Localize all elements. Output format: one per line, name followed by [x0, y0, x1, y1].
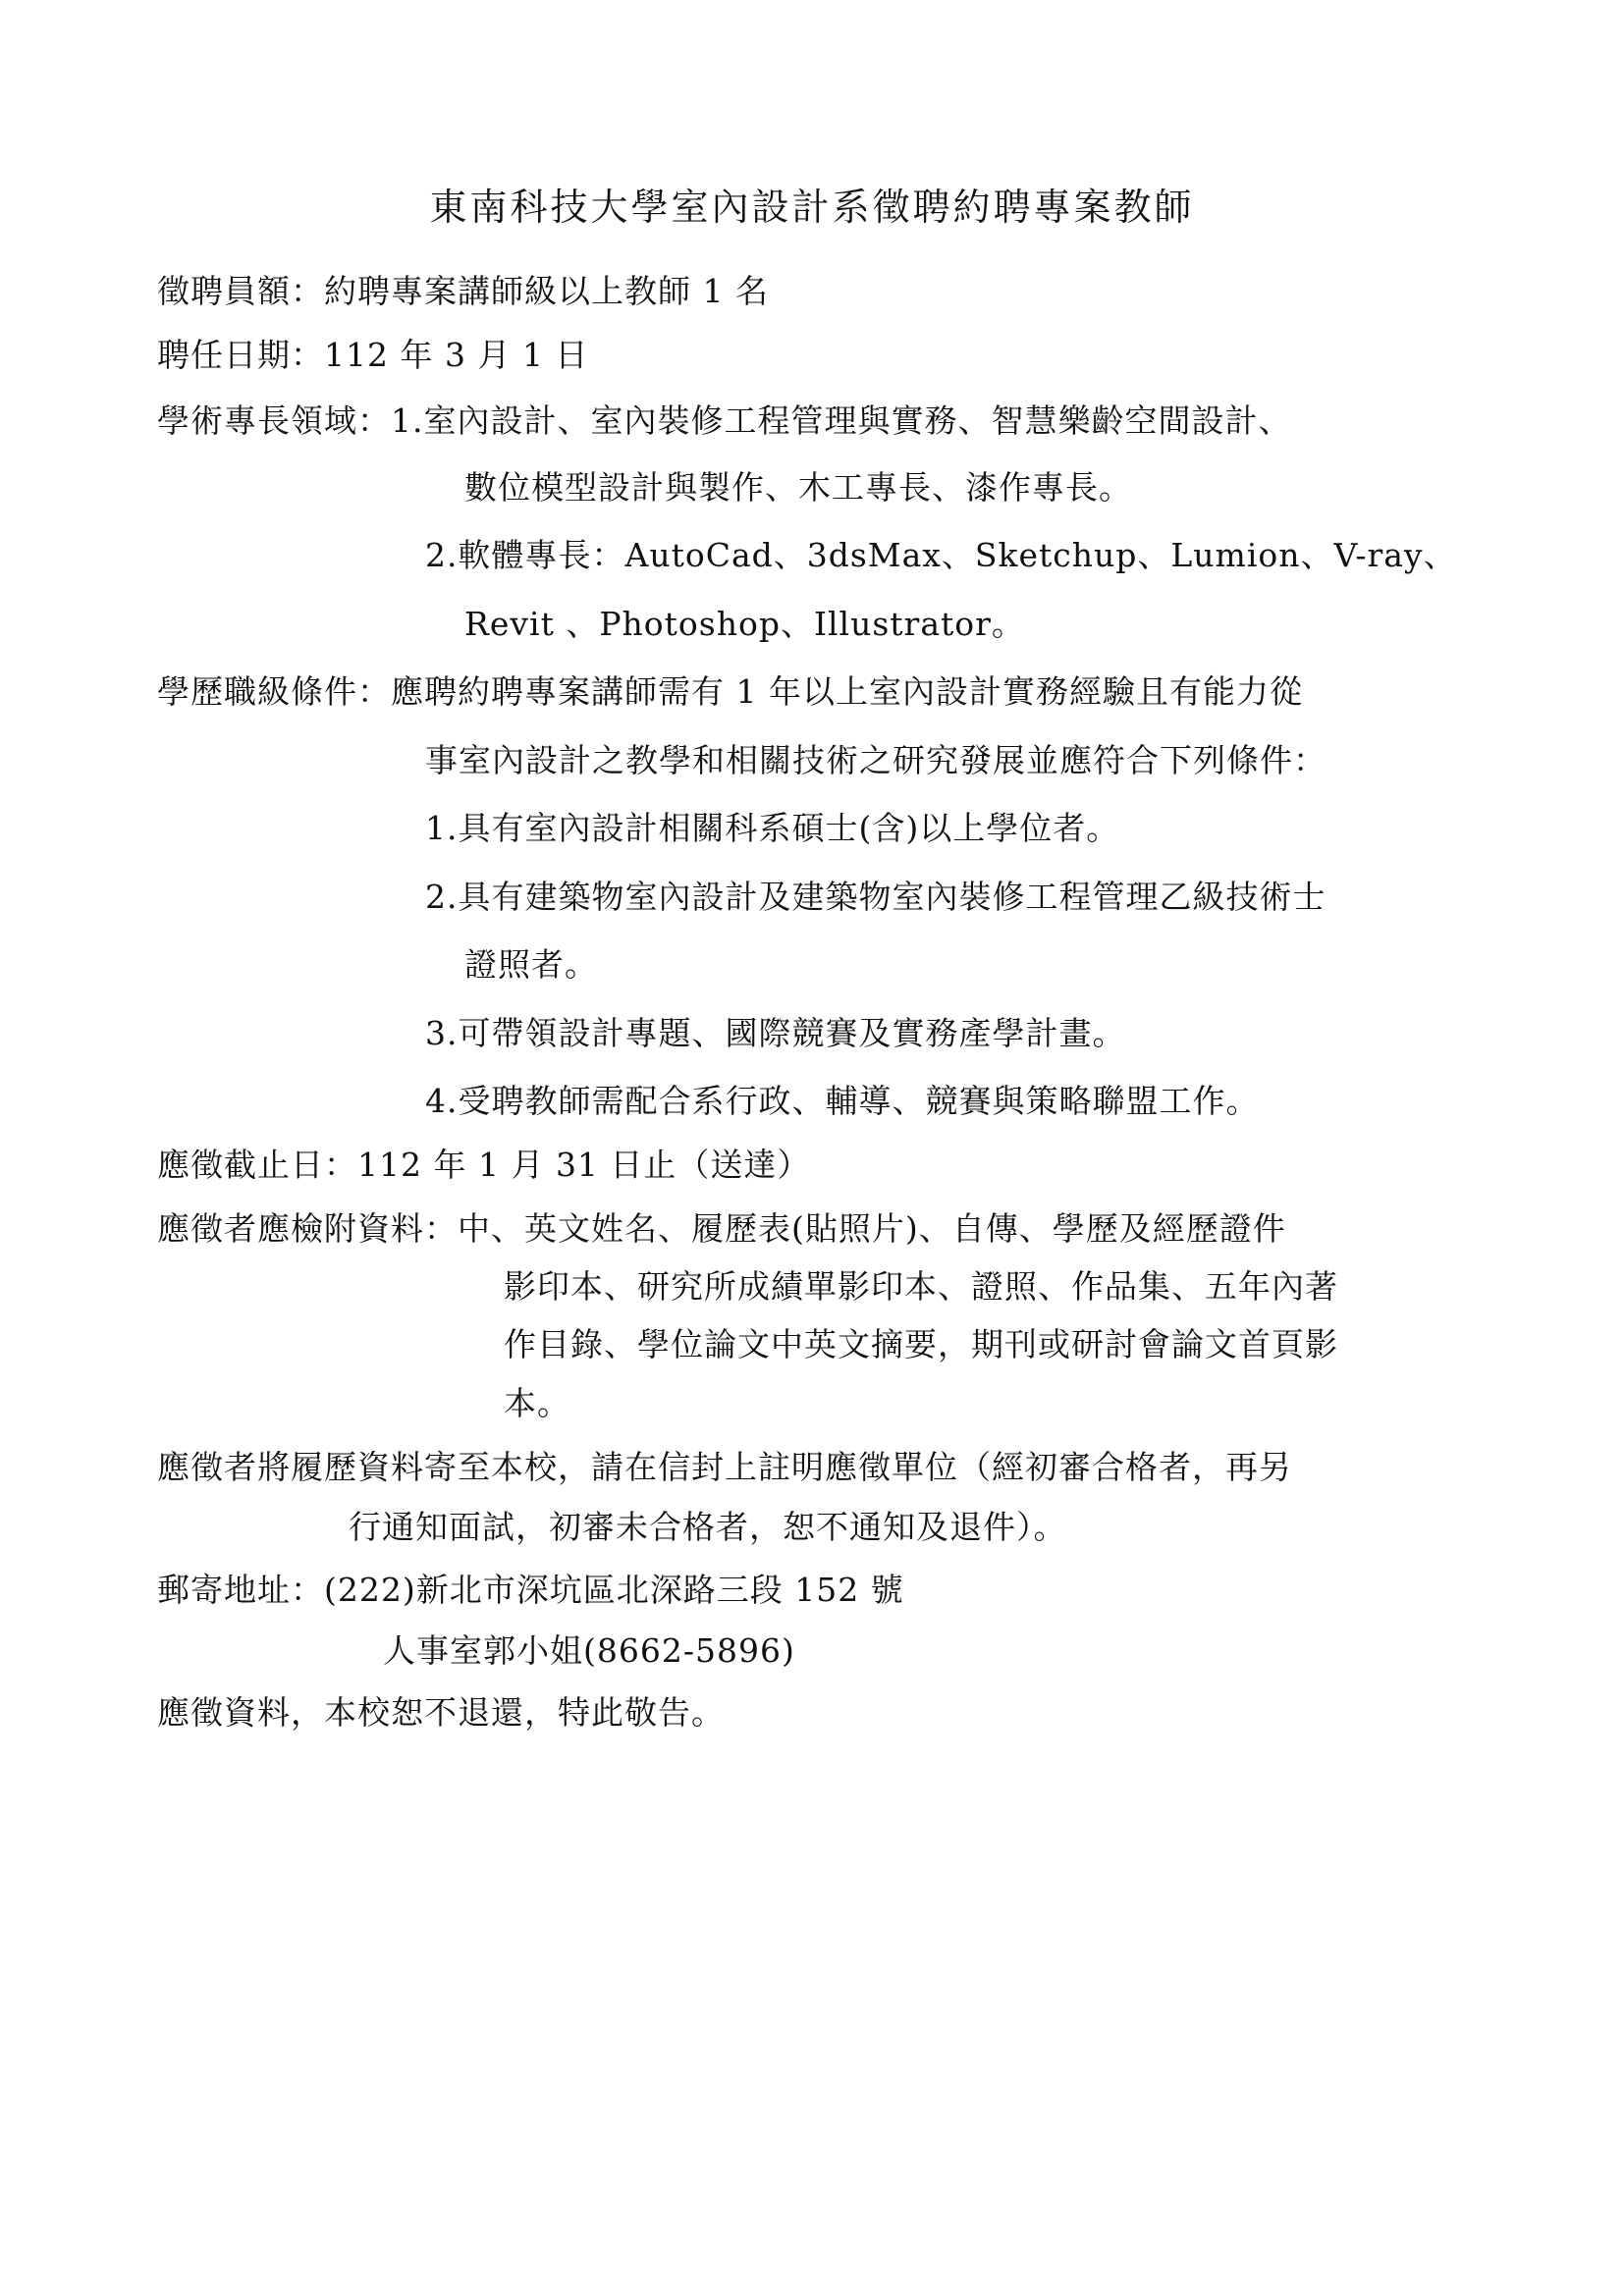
expertise-line-2: 數位模型設計與製作、木工專長、漆作專長。 [464, 468, 1132, 507]
qualifications-line-1: 學歷職級條件：應聘約聘專案講師需有 1 年以上室內設計實務經驗且有能力從 [157, 672, 1303, 711]
page-title: 東南科技大學室內設計系徵聘約聘專案教師 [429, 186, 1195, 229]
mailing-note-line-2: 行通知面試，初審未合格者，恕不通知及退件）。 [349, 1508, 1067, 1546]
documents-line-2: 影印本、研究所成績單影印本、證照、作品集、五年內著 [504, 1267, 1338, 1306]
start-date-line: 聘任日期：112 年 3 月 1 日 [157, 336, 589, 374]
address-line-2: 人事室郭小姐(8662-5896) [383, 1631, 795, 1670]
documents-line-4: 本。 [504, 1384, 570, 1422]
address-line-1: 郵寄地址：(222)新北市深坑區北深路三段 152 號 [157, 1571, 904, 1609]
documents-line-1: 應徵者應檢附資料：中、英文姓名、履歷表(貼照片)、自傳、學歷及經歷證件 [157, 1209, 1286, 1248]
expertise-line-4: Revit 、Photoshop、Illustrator。 [464, 605, 1025, 643]
qualification-item-2b: 證照者。 [464, 945, 598, 984]
qualification-item-1: 1.具有室內設計相關科系碩士(含)以上學位者。 [425, 809, 1120, 847]
qualification-item-2a: 2.具有建築物室內設計及建築物室內裝修工程管理乙級技術士 [425, 878, 1326, 916]
expertise-line-3: 2.軟體專長：AutoCad、3dsMax、Sketchup、Lumion、V-ray、 [425, 536, 1457, 574]
qualifications-line-2: 事室內設計之教學和相關技術之研究發展並應符合下列條件： [425, 741, 1326, 779]
expertise-line-1: 學術專長領域：1.室內設計、室內裝修工程管理與實務、智慧樂齡空間設計、 [157, 401, 1292, 440]
documents-line-3: 作目錄、學位論文中英文摘要，期刊或研討會論文首頁影 [504, 1325, 1338, 1363]
qualification-item-4: 4.受聘教師需配合系行政、輔導、競賽與策略聯盟工作。 [425, 1082, 1260, 1120]
qualification-item-3: 3.可帶領設計專題、國際競賽及實務產學計畫。 [425, 1014, 1126, 1052]
closing-line: 應徵資料，本校恕不退還，特此敬告。 [157, 1693, 725, 1732]
positions-line: 徵聘員額：約聘專案講師級以上教師 1 名 [157, 272, 769, 310]
mailing-note-line-1: 應徵者將履歷資料寄至本校，請在信封上註明應徵單位（經初審合格者，再另 [157, 1448, 1292, 1486]
deadline-line: 應徵截止日：112 年 1 月 31 日止（送達） [157, 1146, 811, 1184]
